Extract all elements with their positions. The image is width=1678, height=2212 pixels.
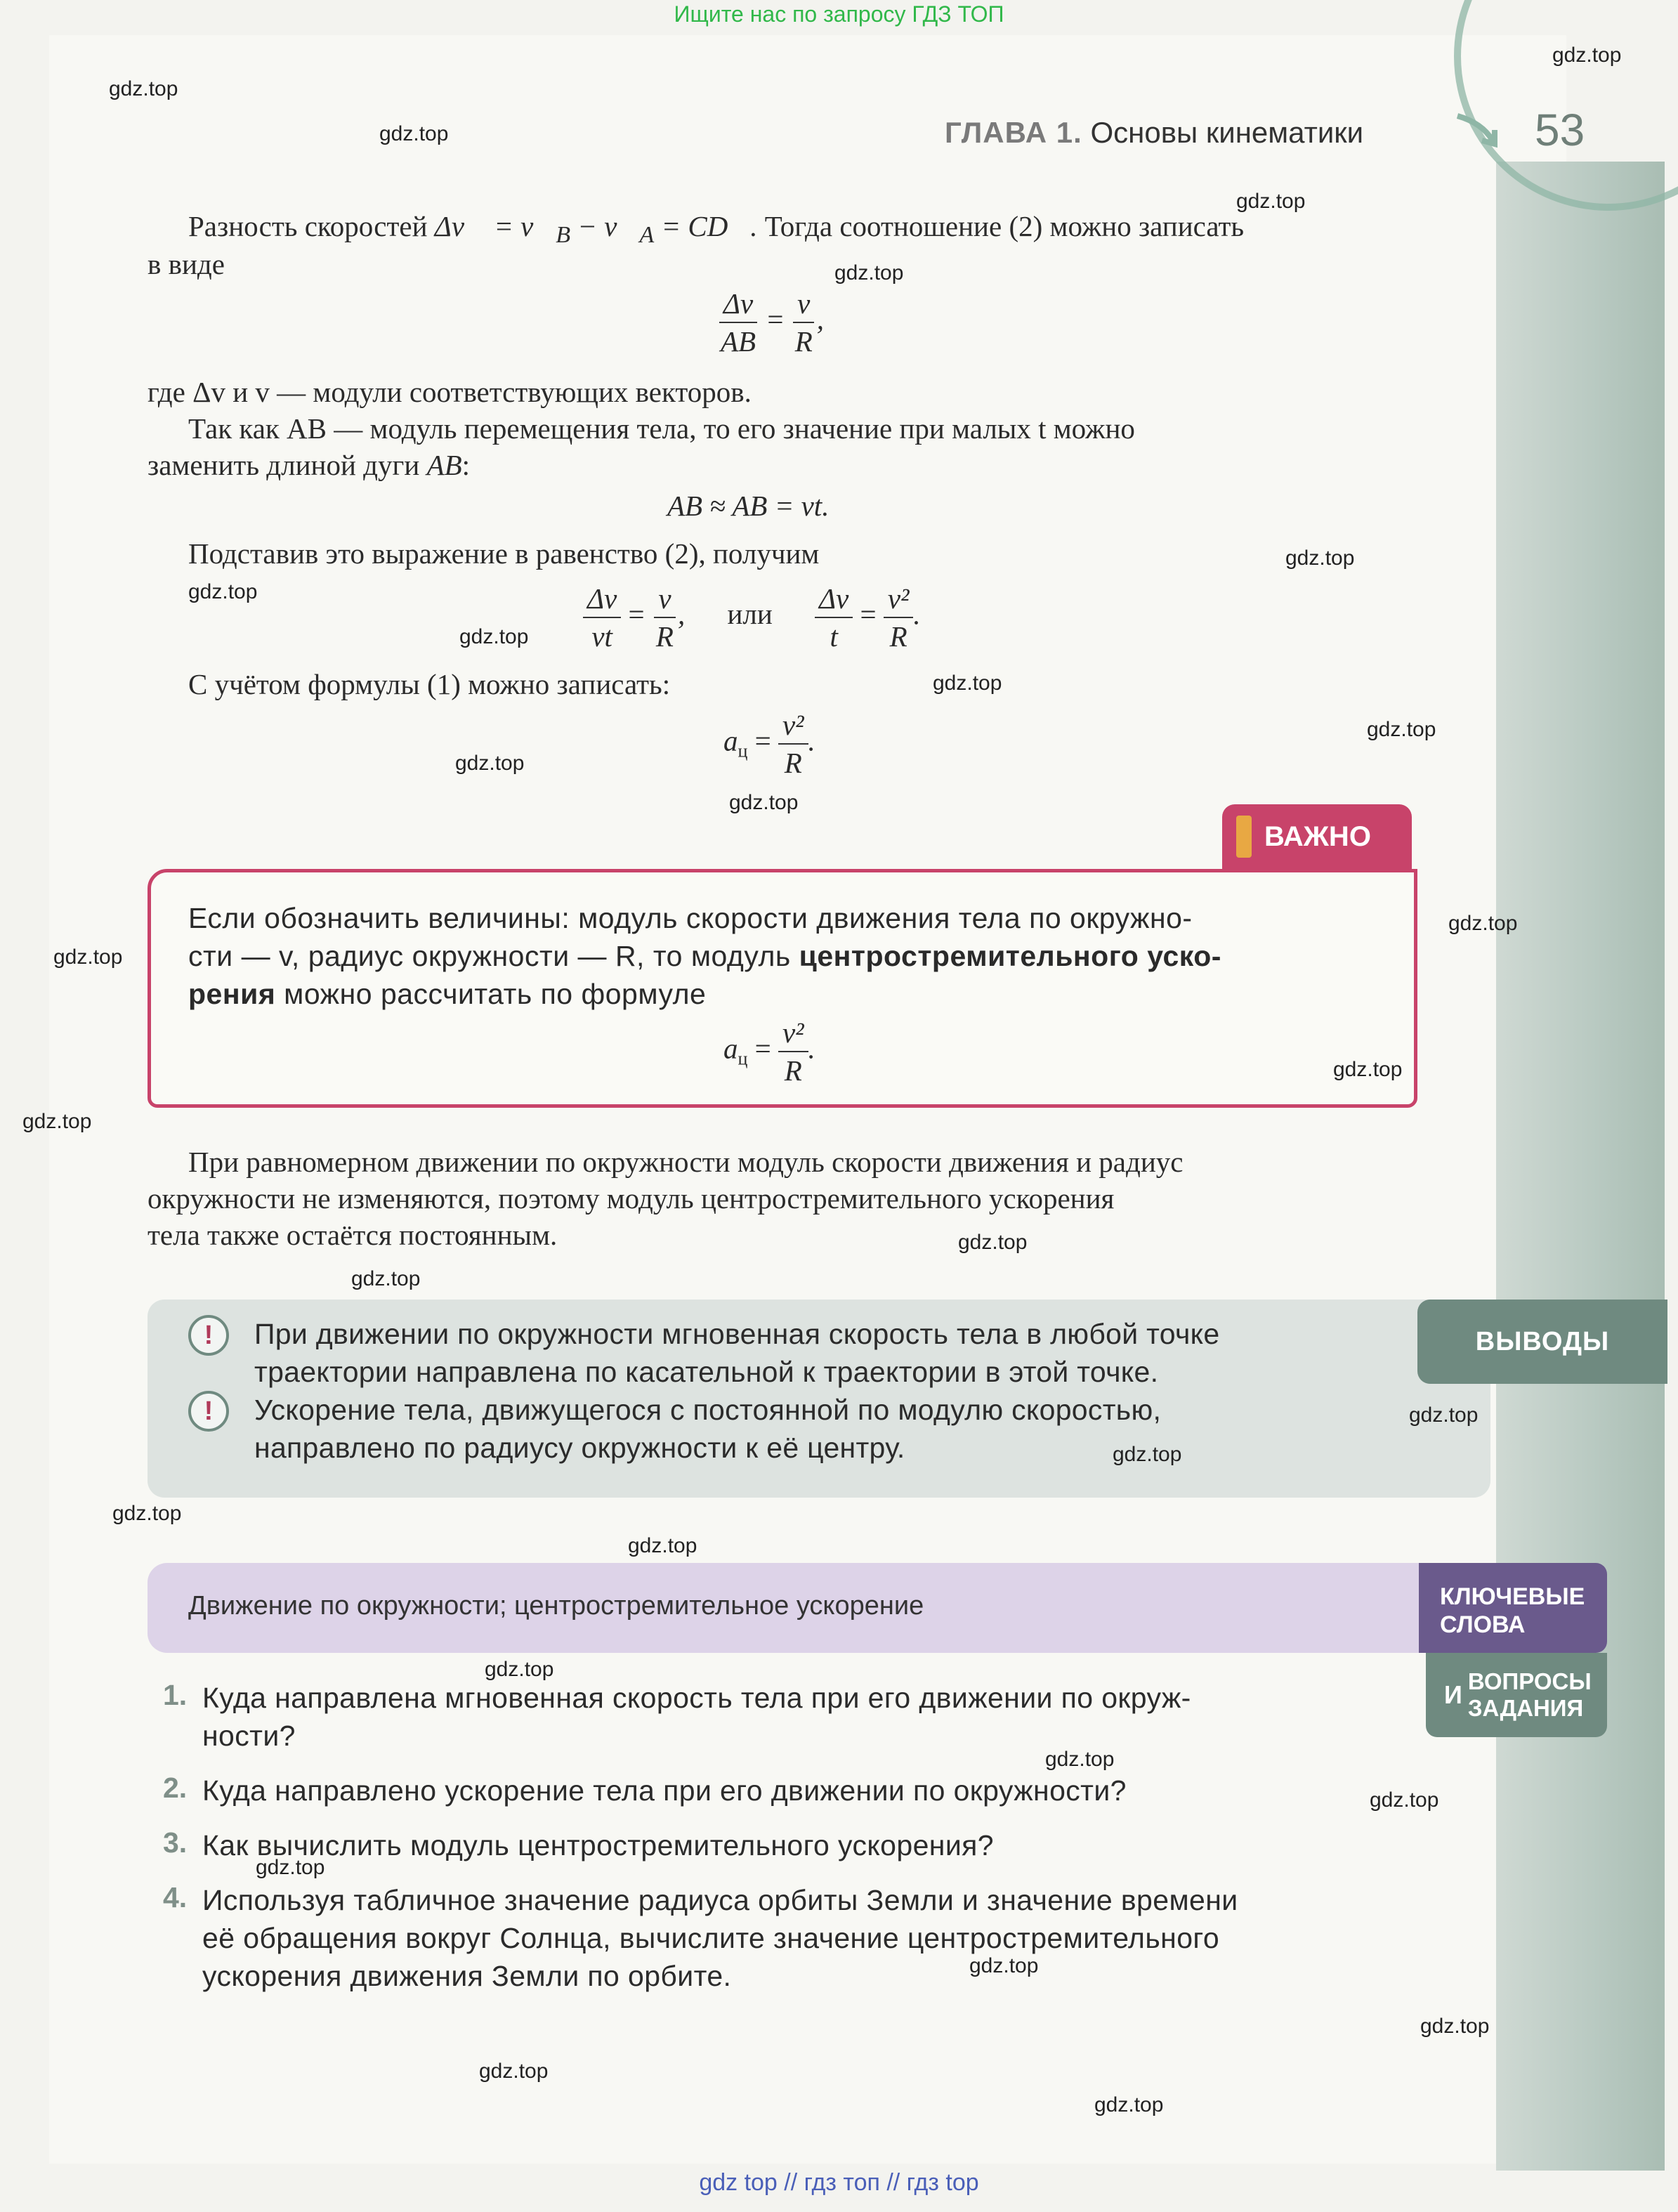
exclamation-icon: ! <box>188 1315 229 1356</box>
watermark: gdz.top <box>459 625 529 648</box>
keywords-tab <box>1419 1563 1607 1653</box>
question-4-line-3: ускорения движения Земли по орбите. <box>202 1960 732 1992</box>
paragraph-4: Подставив это выражение в равенство (2), получим <box>188 537 820 570</box>
eq3-c-den: t <box>830 620 838 653</box>
question-number: 2. <box>163 1772 188 1804</box>
p1-text-b: Тогда соотношение (2) можно записать <box>764 210 1245 242</box>
watermark: gdz.top <box>188 580 258 603</box>
watermark: gdz.top <box>53 945 123 969</box>
watermark: gdz.top <box>1367 718 1436 741</box>
keywords-tab-line-1: КЛЮЧЕВЫЕ <box>1440 1583 1585 1610</box>
eq1-den-l: AB <box>721 325 756 358</box>
watermark: gdz.top <box>22 1110 92 1133</box>
watermark: gdz.top <box>256 1856 325 1879</box>
summary-item-1-line-1: При движении по окружности мгновенная скорость тела в любой точке <box>254 1318 1220 1350</box>
watermark: gdz.top <box>455 752 525 775</box>
eq1-den-r: R <box>794 325 813 358</box>
important-line-2 <box>188 937 1382 975</box>
watermark: gdz.top <box>379 122 449 145</box>
question-4-line-1: Используя табличное значение радиуса орбиты Земли и значение времени <box>202 1884 1238 1916</box>
eq4-den: R <box>784 747 802 779</box>
watermark: gdz.top <box>1285 547 1355 570</box>
eq3-a-den: vt <box>591 620 612 653</box>
top-banner[interactable]: Ищите нас по запросу ГДЗ ТОП <box>674 1 1004 27</box>
watermark: gdz.top <box>1094 2093 1164 2116</box>
question-number: 3. <box>163 1826 188 1859</box>
watermark: gdz.top <box>834 261 904 284</box>
eq3-b-num: v <box>654 583 675 618</box>
important-text <box>188 899 1382 1013</box>
important-line-3b: можно рассчитать по формуле <box>284 978 707 1010</box>
p1-vector-eq: Δv⃗ = $v⃗_B$ − $v⃗_A$ = CD⃗. <box>434 210 758 249</box>
important-line-1: Если обозначить величины: модуль скорости движения тела по окружно- <box>188 902 1193 934</box>
p6-line-1: При равномерном движении по окружности модуль скорости движения и радиус <box>188 1146 1184 1178</box>
question-item-3 <box>163 1826 1385 1864</box>
eq3-b-den: R <box>655 620 674 653</box>
question-2-line-1: Куда направлено ускорение тела при его движении по окружности? <box>202 1774 1127 1807</box>
questions-tab-line-1: ВОПРОСЫ <box>1467 1668 1592 1694</box>
eq4-num: v² <box>778 709 808 745</box>
important-line-2b: центростремительного уско- <box>799 940 1221 972</box>
imp-eq-sub: ц <box>738 1048 748 1069</box>
summary-item-2 <box>254 1391 1161 1467</box>
eq4-lhs: a <box>723 724 738 757</box>
paragraph-1-line-2: в виде <box>148 248 225 280</box>
bookmark-icon <box>1236 816 1252 858</box>
chapter-header <box>945 116 1363 150</box>
question-number: 1. <box>163 1679 188 1711</box>
important-equation: $a_ц$ = $\frac{\text{v²}}{R}$ . <box>723 1016 815 1087</box>
watermark: gdz.top <box>112 1502 182 1525</box>
important-line-3 <box>188 975 1382 1013</box>
keywords-tab-line-2: СЛОВА <box>1440 1611 1526 1638</box>
important-tab-label: ВАЖНО <box>1264 820 1371 852</box>
watermark: gdz.top <box>479 2060 549 2083</box>
watermark: gdz.top <box>485 1658 554 1681</box>
paragraph-5: С учётом формулы (1) можно записать: <box>188 668 671 700</box>
exclamation-icon: ! <box>188 1391 229 1432</box>
page-edge-strip <box>1496 162 1665 2171</box>
imp-eq-lhs: a <box>723 1032 738 1065</box>
page-number: 53 <box>1535 105 1585 155</box>
watermark: gdz.top <box>729 791 799 814</box>
chapter-title: Основы кинематики <box>1090 116 1364 149</box>
questions-list <box>163 1679 1385 1995</box>
eq3-d-den: R <box>889 620 907 653</box>
eq3-d-num: v² <box>884 583 914 618</box>
important-line-2a: сти — v, радиус окружности — R, то модуль <box>188 940 791 972</box>
question-4-line-2: её обращения вокруг Солнца, вычислите значение центростремительного <box>202 1922 1220 1954</box>
watermark: gdz.top <box>1409 1403 1479 1427</box>
watermark: gdz.top <box>628 1534 697 1557</box>
chapter-label: ГЛАВА 1. <box>945 116 1082 149</box>
eq1-num-r: v <box>793 288 814 323</box>
equation-2: AB ≈ AB = vt. <box>667 490 830 522</box>
equation-4: $a_ц$ = $\frac{\text{v²}}{R}$ . <box>723 709 815 779</box>
important-line-3a: рения <box>188 978 276 1010</box>
eq3-c-num: Δv <box>815 583 853 618</box>
questions-tab <box>1426 1653 1607 1737</box>
imp-eq-den: R <box>784 1054 802 1087</box>
imp-eq-num: v² <box>778 1017 808 1052</box>
summary-tab: ВЫВОДЫ <box>1417 1300 1667 1384</box>
bottom-banner[interactable]: gdz top // гдз топ // гдз top <box>699 2169 979 2196</box>
equation-3: $\frac{\Delta v}{vt}$ = $\frac{v}{R}$ , или $\frac{\Delta v}{t}$ = $\frac{\text{v²}}{R}$ . <box>583 583 921 652</box>
paragraph-3-line-2: заменить длиной дуги AB: <box>148 449 471 481</box>
paragraph-6 <box>148 1144 1417 1253</box>
watermark: gdz.top <box>109 77 178 100</box>
questions-tab-and: И <box>1444 1680 1462 1709</box>
p3-arc-ab: AB <box>426 449 462 481</box>
paragraph-1-line-1 <box>188 208 1244 254</box>
questions-tab-line-2: ЗАДАНИЯ <box>1467 1695 1584 1721</box>
p3-text-b: заменить длиной дуги <box>148 449 420 481</box>
question-number: 4. <box>163 1881 188 1913</box>
summary-item-1-line-2: траектории направлена по касательной к траектории в этой точке. <box>254 1356 1159 1388</box>
watermark: gdz.top <box>969 1954 1039 1977</box>
eq3-a-num: Δv <box>583 583 621 618</box>
equation-1: $\frac{\Delta v}{AB}$ = $\frac{v}{R}$ , <box>716 288 824 357</box>
watermark: gdz.top <box>1113 1443 1182 1466</box>
question-item-2 <box>163 1772 1385 1809</box>
p6-line-2: окружности не изменяются, поэтому модуль центростремительного ускорения <box>148 1182 1115 1215</box>
watermark: gdz.top <box>1448 912 1518 935</box>
paragraph-3-line-1: Так как AB — модуль перемещения тела, то его значение при малых t можно <box>188 412 1135 445</box>
watermark: gdz.top <box>1236 190 1306 213</box>
watermark: gdz.top <box>933 672 1002 695</box>
watermark: gdz.top <box>1552 44 1622 67</box>
eq3-or: или <box>727 598 773 631</box>
p1-text-a: Разность скоростей <box>188 210 428 242</box>
watermark: gdz.top <box>1420 2015 1490 2038</box>
watermark: gdz.top <box>1045 1748 1115 1771</box>
paragraph-2: где Δv и v — модули соответствующих векторов. <box>148 376 752 408</box>
watermark: gdz.top <box>958 1231 1028 1254</box>
summary-item-2-line-2: направлено по радиусу окружности к её центру. <box>254 1432 905 1464</box>
watermark: gdz.top <box>1370 1788 1439 1812</box>
eq4-sub: ц <box>738 740 748 761</box>
watermark: gdz.top <box>1333 1058 1403 1081</box>
arrow-icon <box>1454 109 1503 151</box>
summary-item-2-line-1: Ускорение тела, движущегося с постоянной по модулю скоростью, <box>254 1394 1162 1426</box>
question-3-line-1: Как вычислить модуль центростремительного ускорения? <box>202 1829 994 1861</box>
question-1-line-2: ности? <box>202 1720 296 1752</box>
watermark: gdz.top <box>351 1267 421 1290</box>
important-tab <box>1222 804 1412 869</box>
question-item-1 <box>163 1679 1385 1755</box>
summary-item-1 <box>254 1315 1219 1391</box>
question-item-4 <box>163 1881 1385 1995</box>
eq1-num-l: Δv <box>719 288 757 323</box>
keywords-text: Движение по окружности; центростремительное ускорение <box>188 1591 924 1621</box>
p6-line-3: тела также остаётся постоянным. <box>148 1219 558 1251</box>
question-1-line-1: Куда направлена мгновенная скорость тела при его движении по окруж- <box>202 1682 1191 1714</box>
